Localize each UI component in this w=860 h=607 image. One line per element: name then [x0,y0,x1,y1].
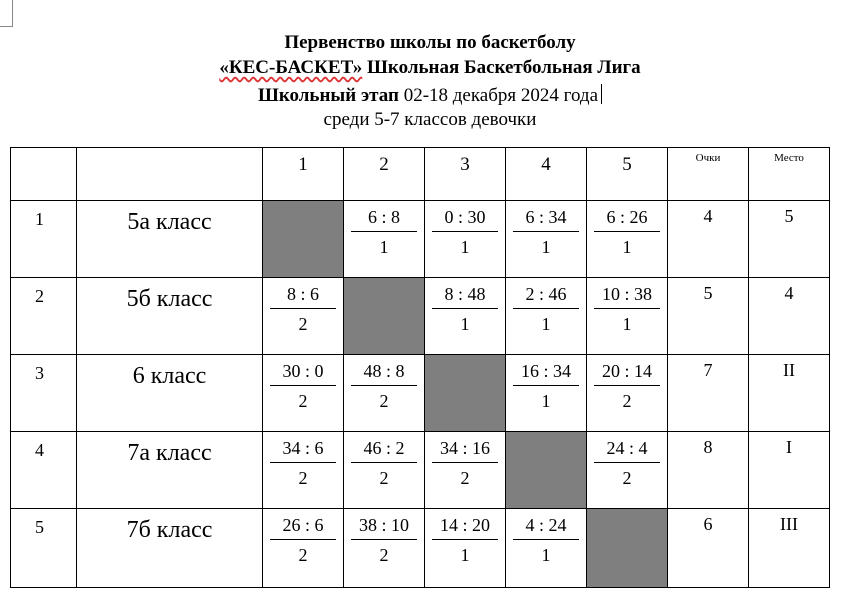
fraction-line [513,539,579,540]
row-number: 4 [11,432,77,509]
match-points: 1 [379,237,389,257]
match-points: 1 [622,237,632,257]
stage-dates: 02-18 декабря 2024 года [398,85,599,106]
league-name: Школьная Баскетбольная Лига [362,57,641,78]
fraction-line [270,462,336,463]
match-result-cell [263,509,344,588]
match-score: 6 : 8 [367,207,400,227]
match-score: 26 : 6 [282,515,324,535]
team-name: 5а класс [77,201,263,278]
team-name: 6 класс [77,355,263,432]
column-header-place: Место [749,148,830,201]
fraction-line [351,385,417,386]
row-number: 2 [11,278,77,355]
match-points: 2 [622,391,632,411]
title-line-4: среди 5-7 классов девочки [323,109,537,130]
match-result-cell [263,355,344,432]
match-points: 2 [298,314,308,334]
match-result-cell [587,432,668,509]
match-result-cell [506,509,587,588]
fraction-line [594,308,660,309]
final-place: 5 [749,201,830,278]
results-table [10,147,830,588]
match-points: 2 [379,545,389,565]
match-result-cell [344,355,425,432]
match-result-cell [506,355,587,432]
match-score: 46 : 2 [363,438,405,458]
match-score: 34 : 16 [439,438,490,458]
match-score: 4 : 24 [525,515,567,535]
match-points: 1 [541,391,551,411]
table-row [11,509,830,588]
team-name: 5б класс [77,278,263,355]
total-points: 5 [668,278,749,355]
match-score: 6 : 34 [525,207,567,227]
fraction-line [513,308,579,309]
match-points: 2 [622,468,632,488]
fraction-line [513,231,579,232]
stage-label: Школьный этап [257,85,399,106]
match-score: 38 : 10 [358,515,409,535]
self-match-cell [344,278,425,355]
match-result-cell [263,432,344,509]
match-score: 20 : 14 [601,361,652,381]
match-result-cell [263,278,344,355]
match-result-cell [587,201,668,278]
match-points: 1 [460,314,470,334]
page-corner-mark [0,0,13,27]
fraction-line [594,385,660,386]
fraction-line [351,539,417,540]
match-score: 24 : 4 [606,438,648,458]
final-place: III [749,509,830,588]
match-score: 30 : 0 [282,361,324,381]
match-result-cell [344,201,425,278]
row-number: 5 [11,509,77,588]
header-row [11,148,830,201]
self-match-cell [263,201,344,278]
column-header-4: 4 [506,148,587,201]
final-place: I [749,432,830,509]
match-score: 10 : 38 [601,284,652,304]
column-header-2: 2 [344,148,425,201]
fraction-line [432,231,498,232]
final-place: II [749,355,830,432]
fraction-line [432,462,498,463]
match-points: 2 [379,468,389,488]
match-result-cell [425,509,506,588]
match-points: 2 [379,391,389,411]
column-header-5: 5 [587,148,668,201]
total-points: 8 [668,432,749,509]
row-number: 1 [11,201,77,278]
table-row [11,278,830,355]
column-header-1: 1 [263,148,344,201]
column-header-points: Очки [668,148,749,201]
league-brand: «КЕС-БАСКЕТ» [219,57,363,78]
match-points: 1 [541,545,551,565]
match-score: 48 : 8 [363,361,405,381]
fraction-line [594,231,660,232]
self-match-cell [425,355,506,432]
header-cell-index [11,148,77,201]
match-score: 8 : 6 [286,284,319,304]
fraction-line [351,462,417,463]
total-points: 7 [668,355,749,432]
fraction-line [270,385,336,386]
row-number: 3 [11,355,77,432]
match-result-cell [344,432,425,509]
match-result-cell [425,201,506,278]
match-score: 8 : 48 [444,284,486,304]
fraction-line [594,462,660,463]
match-points: 2 [298,391,308,411]
fraction-line [513,385,579,386]
team-name: 7а класс [77,432,263,509]
match-points: 1 [541,237,551,257]
match-result-cell [587,278,668,355]
match-score: 2 : 46 [525,284,567,304]
match-points: 2 [298,468,308,488]
match-score: 34 : 6 [282,438,324,458]
title-line-1: Первенство школы по баскетболу [284,32,576,53]
final-place: 4 [749,278,830,355]
fraction-line [432,539,498,540]
fraction-line [270,539,336,540]
match-result-cell [344,509,425,588]
total-points: 4 [668,201,749,278]
match-points: 2 [298,545,308,565]
header-cell-team [77,148,263,201]
self-match-cell [506,432,587,509]
match-points: 1 [622,314,632,334]
fraction-line [432,308,498,309]
match-result-cell [425,432,506,509]
text-cursor [601,84,602,104]
title-line-2 [0,57,860,79]
fraction-line [270,308,336,309]
match-result-cell [506,201,587,278]
match-points: 1 [541,314,551,334]
table-row [11,432,830,509]
table-row [11,355,830,432]
match-score: 16 : 34 [520,361,571,381]
match-score: 6 : 26 [606,207,648,227]
match-result-cell [506,278,587,355]
team-name: 7б класс [77,509,263,588]
match-result-cell [587,355,668,432]
title-line-3 [0,84,860,107]
column-header-3: 3 [425,148,506,201]
total-points: 6 [668,509,749,588]
match-score: 14 : 20 [439,515,490,535]
self-match-cell [587,509,668,588]
match-points: 1 [460,545,470,565]
table-row [11,201,830,278]
match-score: 0 : 30 [444,207,486,227]
match-points: 1 [460,237,470,257]
match-points: 2 [460,468,470,488]
fraction-line [351,231,417,232]
match-result-cell [425,278,506,355]
